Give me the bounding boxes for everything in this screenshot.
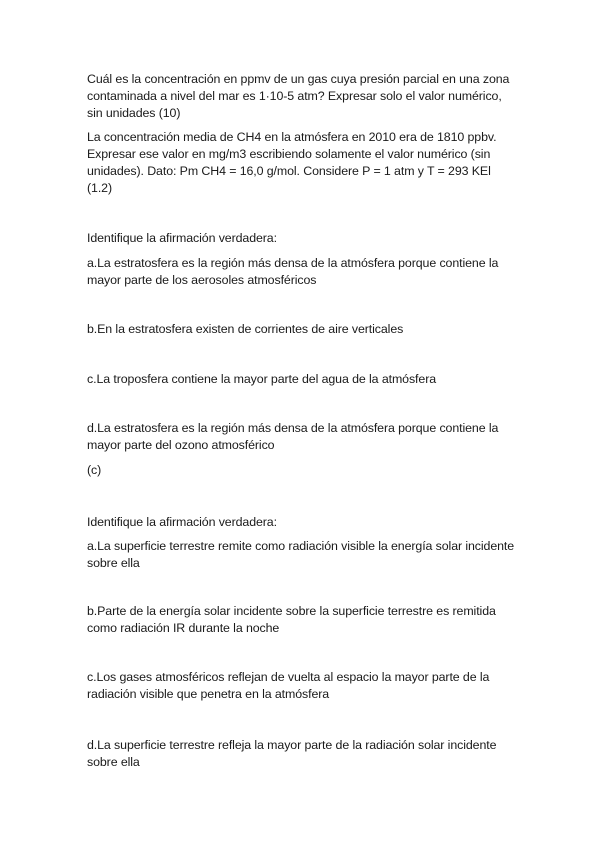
question-4-prompt: Identifique la afirmación verdadera: (87, 515, 277, 529)
question-3-option-d: d.La estratosfera es la región más densa de la atmósfera porque contiene la mayor parte del ozono atmosférico (87, 421, 499, 452)
question-4-option-a: a.La superficie terrestre remite como radiación visible la energía solar incidente sobre ella (87, 539, 515, 570)
question-3-answer: (c) (87, 463, 102, 477)
question-2-text: La concentración media de CH4 en la atmósfera en 2010 era de 1810 ppbv. Expresar ese valor en mg/m3 escribiendo solamente el valor numérico (sin unidades). Dato: Pm CH4 = 16,0 g/mol. Considere P = 1 atm y T = 293 KEl (1.2) (87, 130, 497, 195)
question-4-option-c: c.Los gases atmosféricos reflejan de vuelta al espacio la mayor parte de la radiación visible que penetra en la atmósfera (87, 670, 490, 701)
question-1-text: Cuál es la concentración en ppmv de un gas cuya presión parcial en una zona contaminada a nivel del mar es 1·10-5 atm? Expresar solo el valor numérico, sin unidades (10) (87, 72, 510, 120)
question-3-option-b: b.En la estratosfera existen de corrientes de aire verticales (87, 322, 404, 336)
question-4-option-b: b.Parte de la energía solar incidente sobre la superficie terrestre es remitida como radiación IR durante la noche (87, 604, 496, 635)
question-4-option-d: d.La superficie terrestre refleja la mayor parte de la radiación solar incidente sobre ella (87, 738, 497, 769)
question-3-prompt: Identifique la afirmación verdadera: (87, 231, 277, 245)
question-3-option-c: c.La troposfera contiene la mayor parte del agua de la atmósfera (87, 372, 437, 386)
question-3-option-a: a.La estratosfera es la región más densa de la atmósfera porque contiene la mayor parte de los aerosoles atmosféricos (87, 256, 499, 287)
